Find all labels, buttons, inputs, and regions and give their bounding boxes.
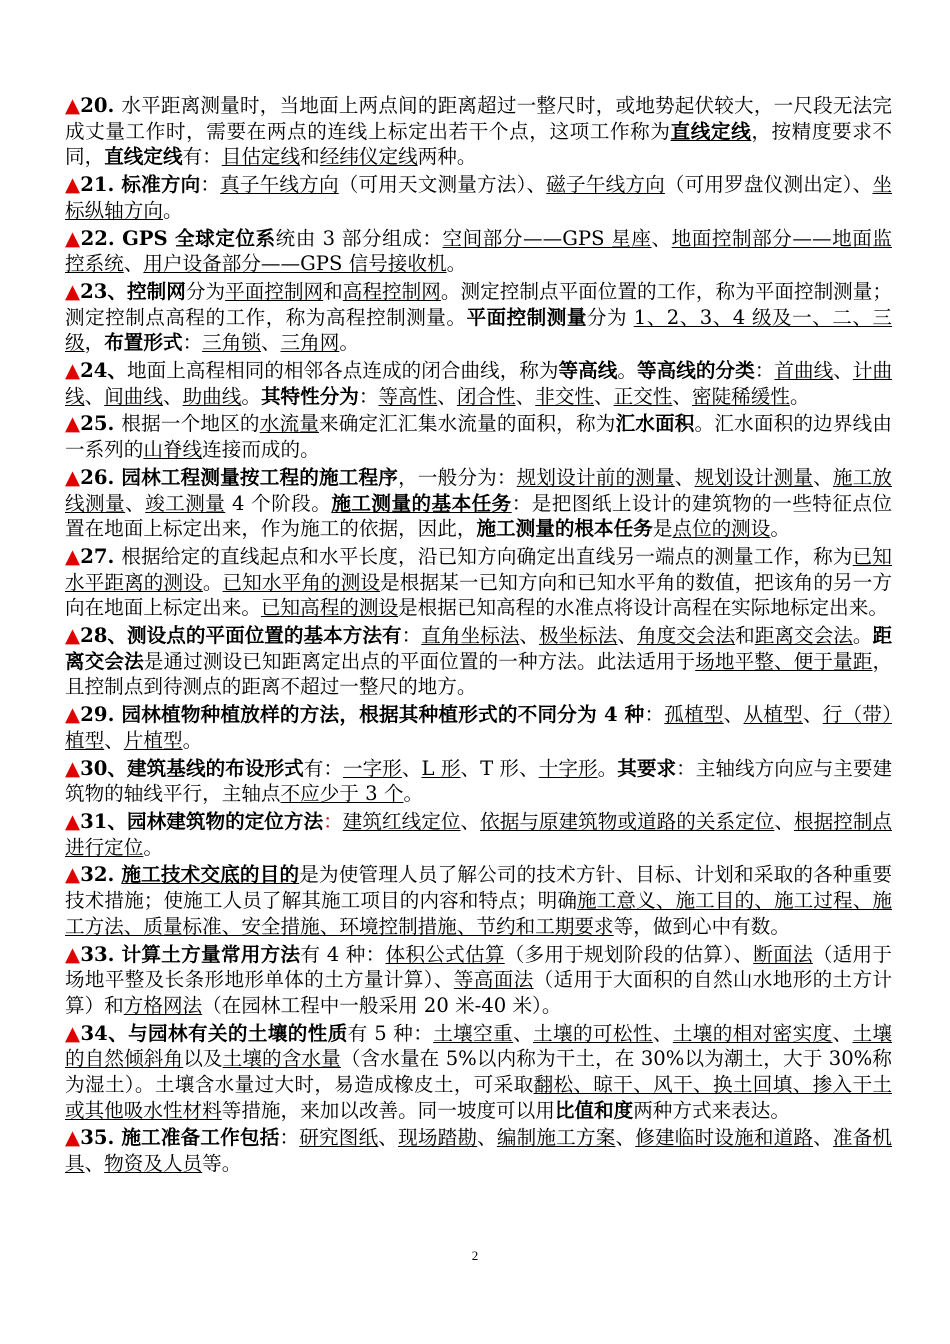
body-text: 来确定汇汇集水流量的面积，称为 bbox=[319, 412, 616, 436]
body-text: 、 bbox=[652, 1021, 673, 1045]
body-text: 、 bbox=[833, 359, 853, 383]
underlined-answer: 点位的测设 bbox=[672, 517, 771, 541]
underlined-answer: 等高性 bbox=[378, 384, 438, 408]
bold-term: 与园林有关的土壤的性质 bbox=[128, 1021, 348, 1045]
list-item bbox=[65, 226, 892, 277]
bold-term: 标准方向 bbox=[121, 173, 201, 197]
triangle-bullet-icon: ▲ bbox=[65, 465, 81, 489]
body-text: 、 bbox=[477, 1126, 497, 1150]
body-text: 、 bbox=[401, 756, 422, 780]
body-text: 根据给定的直线起点和水平长度，沿已知方向确定出直线另一端点的测量工作，称为 bbox=[121, 544, 853, 568]
body-text: ， bbox=[84, 331, 105, 355]
document-body bbox=[65, 93, 892, 1179]
body-text: 4 个阶段。 bbox=[225, 491, 332, 515]
body-text: 和 bbox=[735, 624, 755, 648]
bold-term: 布置形式 bbox=[104, 331, 183, 355]
body-text: 是根据已知高程的水准点将设计高程在实际地标定出来。 bbox=[398, 596, 888, 620]
bold-underlined-term: 施工技术交底的目的 bbox=[121, 863, 300, 887]
underlined-answer: 密陡稀缓性 bbox=[692, 384, 790, 408]
triangle-bullet-icon: ▲ bbox=[65, 94, 81, 117]
body-text: 。 bbox=[241, 384, 261, 408]
body-text: 、 bbox=[104, 728, 124, 752]
bold-term: 计算土方量常用方法 bbox=[121, 942, 301, 966]
underlined-answer: 经纬仪定线 bbox=[319, 145, 418, 169]
body-text: 。 bbox=[446, 252, 467, 276]
body-text: 有 5 种： bbox=[347, 1021, 434, 1045]
body-text: 和 bbox=[300, 145, 320, 169]
underlined-answer: 1、2、3、4 级及一、二、三级 bbox=[65, 305, 893, 355]
underlined-answer: 用户设备部分——GPS 信号接收机 bbox=[143, 252, 447, 276]
underlined-answer: 坐标纵轴方向 bbox=[65, 173, 893, 222]
item-number: 23、 bbox=[80, 279, 127, 303]
underlined-answer: 研究图纸 bbox=[299, 1126, 379, 1150]
underlined-answer: 修建临时设施和道路 bbox=[635, 1126, 814, 1150]
underlined-answer: 间曲线 bbox=[104, 384, 163, 408]
body-text: 等，做到心中有数。 bbox=[613, 914, 790, 938]
bold-term: 园林工程测量按工程的施工程序 bbox=[121, 465, 399, 489]
body-text: 、 bbox=[378, 1126, 399, 1150]
list-item bbox=[65, 411, 892, 462]
triangle-bullet-icon: ▲ bbox=[65, 1126, 81, 1150]
body-text: ： bbox=[200, 173, 221, 197]
body-text: ：主轴线方向应与主要建筑物的轴线平行，主轴点 bbox=[65, 756, 893, 806]
list-item bbox=[65, 1021, 892, 1124]
body-text: ： bbox=[279, 1126, 300, 1150]
triangle-bullet-icon: ▲ bbox=[65, 703, 81, 727]
body-text: 、 bbox=[515, 384, 536, 408]
bold-term: 平面控制测量 bbox=[466, 305, 587, 329]
body-text: 根据一个地区的 bbox=[121, 412, 260, 436]
body-text: 连接而成的。 bbox=[202, 438, 320, 462]
underlined-answer: 行（带）植型 bbox=[65, 703, 892, 752]
item-number: 32. bbox=[80, 863, 122, 887]
underlined-answer: 真子午线方向 bbox=[220, 173, 339, 197]
body-text: 。 bbox=[770, 517, 790, 541]
body-text: 分为 bbox=[185, 279, 226, 303]
body-text: 有： bbox=[182, 145, 222, 169]
body-text: 是为使管理人员了解公司的技术方针、目标、计划和采取的各种重要技术措施；使施工人员了解其施工项目的内容和特点；明确 bbox=[65, 863, 893, 913]
body-text: （适用于场地平整及长条形地形单体的土方量计算）、 bbox=[65, 942, 893, 992]
body-text: 。 bbox=[182, 728, 203, 752]
underlined-answer: 已知水平距离的测设 bbox=[65, 544, 893, 594]
underlined-answer: 十字形 bbox=[538, 756, 598, 780]
underlined-answer: 距离交会法 bbox=[754, 624, 853, 648]
underlined-answer: 施工放线测量 bbox=[65, 465, 893, 515]
underlined-answer: 竣工测量 bbox=[145, 491, 226, 515]
underlined-answer: 规划设计前的测量 bbox=[516, 465, 675, 489]
body-text: （含水量在 5%以内称为干土，在 30%以为潮土，大于 30%称为湿土）。土壤含水量过大时，易造成橡皮土，可采取 bbox=[65, 1047, 893, 1097]
item-number: 27. bbox=[80, 544, 122, 568]
body-text: 水平距离测量时，当地面上两点间的距离超过一整尺时，或地势起伏较大，一尺段无法完成丈量工作时，需要在两点的连线上标定出若干个点，这项工作称为 bbox=[65, 94, 893, 143]
item-number: 30、 bbox=[80, 756, 128, 780]
body-text: 是通过测设已知距离定出点的平面位置的一种方法。此法适用于 bbox=[143, 649, 696, 673]
list-item bbox=[65, 93, 892, 170]
list-item bbox=[65, 942, 892, 1019]
underlined-answer: 现场踏勘 bbox=[398, 1126, 478, 1150]
underlined-answer: 不应少于 3 个 bbox=[280, 782, 404, 806]
body-text: 、 bbox=[162, 384, 183, 408]
body-text: ： bbox=[401, 624, 422, 648]
body-text: 。 bbox=[403, 782, 424, 806]
underlined-answer: 土壤的自然倾斜角 bbox=[65, 1021, 893, 1071]
item-number: 31、 bbox=[80, 809, 127, 833]
body-text: 、 bbox=[519, 624, 539, 648]
body-text: 、 bbox=[437, 384, 457, 408]
body-text: 、 bbox=[617, 624, 638, 648]
underlined-answer: 计曲线 bbox=[65, 359, 893, 408]
underlined-answer: 施工意义、施工目的、施工过程、施工方法、质量标准、安全措施、环境控制措施、节约和工期要求 bbox=[65, 889, 893, 938]
body-text: （多用于规划阶段的估算）、 bbox=[504, 942, 754, 966]
underlined-answer: 土壤的含水量 bbox=[222, 1047, 341, 1071]
triangle-bullet-icon: ▲ bbox=[65, 756, 81, 780]
item-number: 33. bbox=[80, 942, 122, 966]
underlined-answer: 从植型 bbox=[743, 703, 803, 727]
item-number: 22. bbox=[80, 226, 123, 250]
triangle-bullet-icon: ▲ bbox=[65, 809, 81, 833]
list-item bbox=[65, 756, 892, 807]
underlined-answer: 水流量 bbox=[259, 412, 319, 436]
underlined-answer: 土壤的相对密实度 bbox=[672, 1021, 833, 1045]
body-text: 、 bbox=[84, 384, 105, 408]
body-text: 。 bbox=[143, 835, 163, 859]
item-number: 26. bbox=[80, 465, 122, 489]
body-text: 、 bbox=[460, 809, 481, 833]
underlined-answer: 正交性 bbox=[613, 384, 673, 408]
page-number: 2 bbox=[471, 1248, 479, 1263]
underlined-answer: 片植型 bbox=[123, 728, 183, 752]
underlined-answer: 磁子午线方向 bbox=[546, 173, 665, 197]
body-text: 。 bbox=[852, 624, 873, 648]
body-text: 、 bbox=[513, 1021, 534, 1045]
body-text: 有： bbox=[303, 756, 343, 780]
underlined-answer: 土壤空重 bbox=[433, 1021, 514, 1045]
item-number: 24、 bbox=[80, 359, 127, 383]
underlined-answer: 高程控制网 bbox=[342, 279, 441, 303]
underlined-answer: 已知高程的测设 bbox=[260, 596, 399, 620]
triangle-bullet-icon: ▲ bbox=[65, 1021, 81, 1045]
bold-term: 施工准备工作包括 bbox=[121, 1126, 280, 1150]
body-text: 两种方式来表达。 bbox=[633, 1098, 790, 1122]
bold-term: 园林植物种植放样的方法，根据其种植形式的不同分为 4 种 bbox=[121, 703, 645, 727]
body-text: （在园林工程中一般采用 20 米-40 米）。 bbox=[202, 993, 562, 1017]
item-number: 34、 bbox=[80, 1021, 129, 1045]
underlined-answer: 极坐标法 bbox=[538, 624, 618, 648]
body-text: 。 bbox=[597, 756, 618, 780]
body-text: ： bbox=[754, 359, 775, 383]
list-item bbox=[65, 1125, 892, 1176]
body-text: 。 bbox=[162, 198, 183, 222]
body-text: 两种。 bbox=[417, 145, 477, 169]
body-text: 、 bbox=[615, 1126, 636, 1150]
body-text: 等措施，来加以改善。同一坡度可以用 bbox=[221, 1098, 555, 1122]
underlined-answer: 准备机具 bbox=[65, 1126, 893, 1176]
underlined-answer: 一字形 bbox=[343, 756, 402, 780]
body-text: 统由 3 部分组成： bbox=[275, 226, 443, 250]
body-text: 以及 bbox=[183, 1047, 223, 1071]
underlined-answer: 方格网法 bbox=[123, 993, 203, 1017]
triangle-bullet-icon: ▲ bbox=[65, 942, 81, 966]
triangle-bullet-icon: ▲ bbox=[65, 226, 81, 250]
underlined-answer: 非交性 bbox=[535, 384, 595, 408]
underlined-answer: 场地平整、便于量距 bbox=[695, 649, 873, 673]
underlined-answer: 地面控制部分——地面监控系统 bbox=[65, 226, 892, 276]
list-item bbox=[65, 172, 892, 223]
body-text: ，且控制点到待测点的距离不超过一整尺的地方。 bbox=[65, 649, 893, 699]
underlined-answer: 土壤的可松性 bbox=[533, 1021, 653, 1045]
item-number: 29. bbox=[80, 703, 122, 727]
bold-term: 等高线的分类 bbox=[637, 359, 755, 383]
underlined-answer: 助曲线 bbox=[182, 384, 242, 408]
body-text: 是根据某一已知方向和已知水平角的数值，把该角的另一方向在地面上标定出来。 bbox=[65, 570, 893, 620]
triangle-bullet-icon: ▲ bbox=[65, 624, 81, 648]
body-text: （可用天文测量方法）、 bbox=[338, 173, 547, 197]
body-text: 、 bbox=[674, 465, 695, 489]
underlined-answer: 规划设计测量 bbox=[694, 465, 814, 489]
highlight-text: ： bbox=[323, 809, 343, 833]
body-text: 。汇水面积的边界线由一系列的 bbox=[65, 412, 893, 462]
triangle-bullet-icon: ▲ bbox=[65, 412, 81, 436]
list-item bbox=[65, 544, 892, 621]
item-number: 25. bbox=[80, 412, 122, 436]
list-item bbox=[65, 279, 892, 356]
body-text: ： bbox=[358, 384, 379, 408]
bold-term: 汇水面积 bbox=[615, 412, 695, 436]
body-text: 地面上高程相同的相邻各点连成的闭合曲线，称为 bbox=[127, 359, 559, 383]
underlined-answer: 断面法 bbox=[753, 942, 813, 966]
body-text: ： bbox=[182, 331, 203, 355]
underlined-answer: 闭合性 bbox=[456, 384, 516, 408]
item-number: 20. bbox=[80, 94, 122, 117]
underlined-answer: 编制施工方案 bbox=[496, 1126, 616, 1150]
body-text: 、 bbox=[813, 1126, 833, 1150]
bold-term: 施工测量的根本任务 bbox=[476, 517, 653, 541]
body-text: ：是把图纸上设计的建筑物的一些特征点位置在地面上标定出来，作为施工的依据，因此， bbox=[65, 491, 893, 541]
underlined-answer: 首曲线 bbox=[774, 359, 834, 383]
body-text: （适用于大面积的自然山水地形的土方计算）和 bbox=[65, 968, 893, 1017]
bold-term: 园林建筑物的定位方法 bbox=[127, 809, 324, 833]
underlined-answer: 三角锁 bbox=[202, 331, 261, 355]
body-text: 、 bbox=[651, 226, 672, 250]
body-text: 和 bbox=[323, 279, 343, 303]
body-text: 、 bbox=[125, 491, 146, 515]
underlined-answer: 孤植型 bbox=[664, 703, 724, 727]
bold-term: 距离交会法 bbox=[65, 624, 893, 673]
body-text: 、 bbox=[723, 703, 744, 727]
bold-term: 比值和度 bbox=[554, 1098, 634, 1122]
body-text: 、T 形、 bbox=[460, 756, 539, 780]
body-text: 。 bbox=[202, 570, 223, 594]
body-text: 、 bbox=[84, 1152, 105, 1176]
bold-term: 等高线 bbox=[558, 359, 618, 383]
bold-underlined-term: 施工测量的基本任务 bbox=[331, 491, 512, 515]
body-text: 、 bbox=[832, 1021, 853, 1045]
body-text: 。测定控制点平面位置的工作，称为平面控制测量；测定控制点高程的工作，称为高程控制测量。 bbox=[65, 279, 893, 329]
bold-term: 建筑基线的布设形式 bbox=[127, 756, 304, 780]
bold-term: 其要求 bbox=[617, 756, 677, 780]
body-text: 等。 bbox=[202, 1152, 242, 1176]
list-item bbox=[65, 623, 892, 700]
body-text: ，一般分为： bbox=[398, 465, 517, 489]
underlined-answer: 山脊线 bbox=[143, 438, 203, 462]
item-number: 21. bbox=[80, 173, 122, 197]
underlined-answer: 体积公式估算 bbox=[385, 942, 505, 966]
underlined-answer: 建筑红线定位 bbox=[342, 809, 461, 833]
body-text: 分为 bbox=[586, 305, 634, 329]
underlined-answer: 物资及人员 bbox=[104, 1152, 203, 1176]
underlined-answer: L 形 bbox=[421, 756, 461, 780]
list-item bbox=[65, 702, 892, 753]
underlined-answer: 翻松、晾干、风干、换土回填、掺入干土或其他吸水性材料 bbox=[65, 1073, 892, 1122]
body-text: 有 4 种： bbox=[300, 942, 386, 966]
list-item bbox=[65, 809, 892, 860]
body-text: 、 bbox=[813, 465, 833, 489]
bold-term: 测设点的平面位置的基本方法有 bbox=[127, 624, 402, 648]
underlined-answer: 平面控制网 bbox=[225, 279, 324, 303]
body-text: 。 bbox=[789, 384, 810, 408]
body-text: ： bbox=[644, 703, 665, 727]
bold-term: 直线定线 bbox=[104, 145, 183, 169]
underlined-answer: 目估定线 bbox=[221, 145, 301, 169]
item-number: 35. bbox=[80, 1126, 122, 1150]
body-text: 、 bbox=[672, 384, 692, 408]
list-item bbox=[65, 465, 892, 542]
triangle-bullet-icon: ▲ bbox=[65, 173, 81, 197]
item-number: 28、 bbox=[80, 624, 127, 648]
bold-underlined-term: 直线定线 bbox=[670, 119, 752, 143]
triangle-bullet-icon: ▲ bbox=[65, 863, 81, 887]
bold-term: 其特性分为 bbox=[260, 384, 359, 408]
underlined-answer: 三角网 bbox=[280, 331, 340, 355]
body-text: 、 bbox=[774, 809, 794, 833]
body-text: 、 bbox=[123, 252, 144, 276]
triangle-bullet-icon: ▲ bbox=[65, 544, 81, 568]
triangle-bullet-icon: ▲ bbox=[65, 359, 81, 383]
bold-term: 控制网 bbox=[127, 279, 186, 303]
underlined-answer: 已知水平角的测设 bbox=[222, 570, 381, 594]
body-text: 、 bbox=[594, 384, 614, 408]
underlined-answer: 依据与原建筑物或道路的关系定位 bbox=[480, 809, 775, 833]
underlined-answer: 等高面法 bbox=[453, 968, 534, 992]
body-text: 。 bbox=[339, 331, 359, 355]
underlined-answer: 直角坐标法 bbox=[421, 624, 520, 648]
body-text: 。 bbox=[617, 359, 638, 383]
list-item bbox=[65, 862, 892, 939]
body-text: 、 bbox=[260, 331, 281, 355]
underlined-answer: 根据控制点进行定位 bbox=[65, 809, 893, 859]
body-text: 、 bbox=[802, 703, 823, 727]
underlined-answer: 空间部分——GPS 星座 bbox=[442, 226, 652, 250]
bold-term: GPS 全球定位系 bbox=[122, 226, 276, 250]
body-text: ，按精度要求不同， bbox=[65, 119, 893, 169]
triangle-bullet-icon: ▲ bbox=[65, 279, 81, 303]
body-text: （可用罗盘仪测出定）、 bbox=[664, 173, 873, 197]
body-text: 是 bbox=[652, 517, 673, 541]
underlined-answer: 角度交会法 bbox=[637, 624, 736, 648]
list-item bbox=[65, 358, 892, 409]
